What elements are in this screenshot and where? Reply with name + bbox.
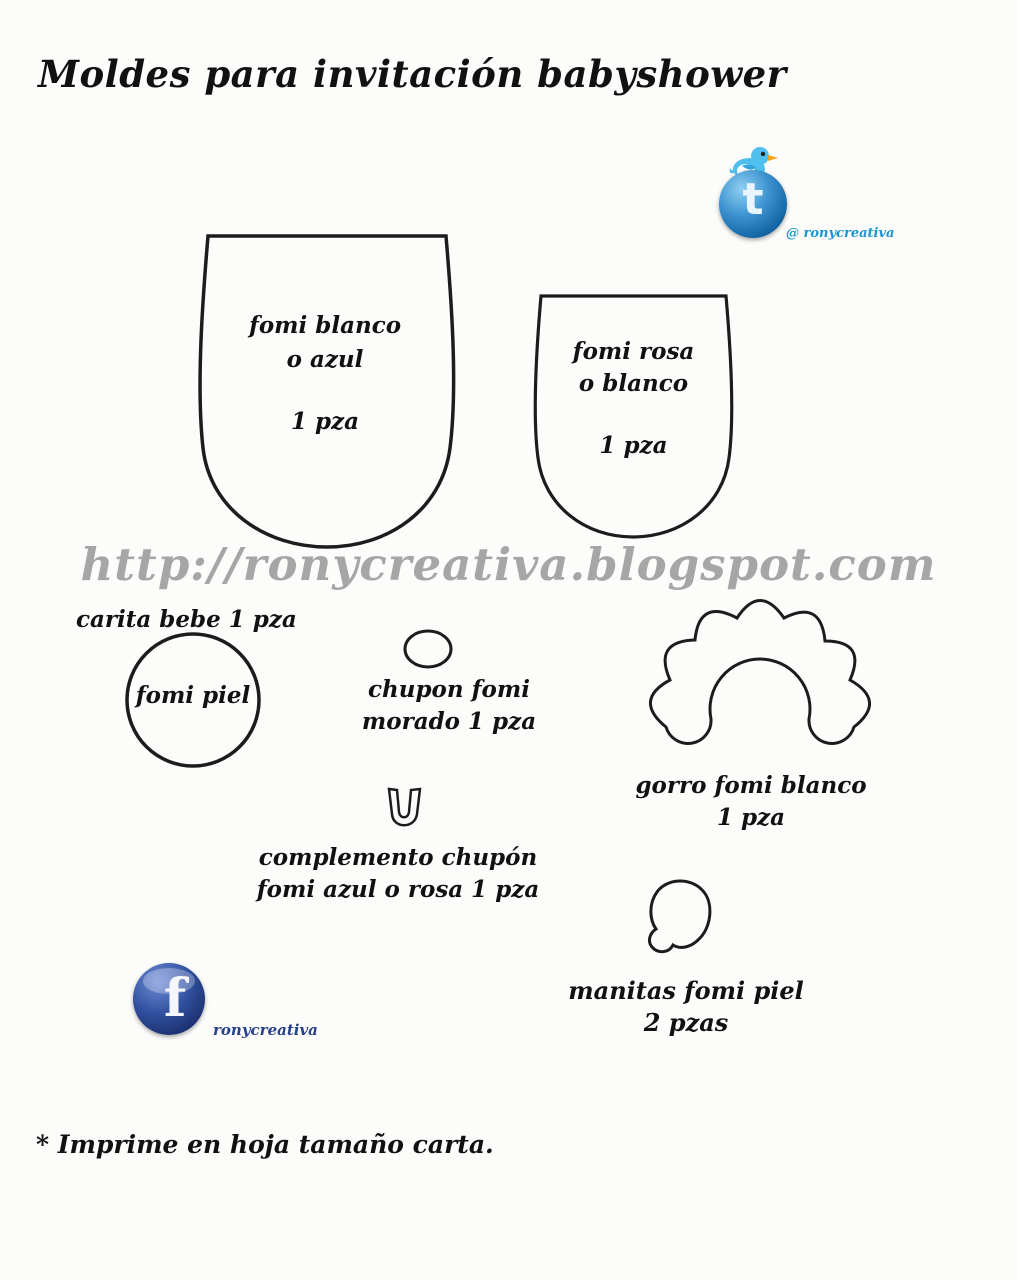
- mold-pacifier-handle-label-line2: fomi azul o rosa 1 pza: [256, 876, 540, 903]
- mold-face-label: carita bebe 1 pza: [76, 606, 297, 633]
- facebook-handle: ronycreativa: [213, 1021, 318, 1039]
- mold-hands-shape: [649, 881, 709, 952]
- mold-body-small-material-line1: fomi rosa: [572, 338, 695, 365]
- page-title: Moldes para invitación babyshower: [38, 52, 787, 96]
- mold-pacifier-handle-shape: [389, 789, 420, 825]
- mold-body-large-material-line1: fomi blanco: [248, 312, 402, 339]
- watermark: http://ronycreativa.blogspot.com: [80, 538, 937, 591]
- mold-pacifier-label-line2: morado 1 pza: [361, 708, 537, 735]
- mold-pacifier-label-line1: chupon fomi: [368, 676, 530, 703]
- facebook-logo-letter: f: [163, 968, 187, 1029]
- twitter-widget: [716, 142, 896, 247]
- footer-note: * Imprime en hoja tamaño carta.: [36, 1130, 494, 1159]
- mold-body-small-material-line2: o blanco: [578, 370, 689, 397]
- twitter-logo-letter: t: [742, 174, 764, 225]
- mold-face-material: fomi piel: [135, 682, 251, 709]
- twitter-logo-icon: [719, 170, 787, 238]
- mold-hands-label-line1: manitas fomi piel: [568, 976, 804, 1005]
- mold-hands-label-line2: 2 pzas: [643, 1008, 729, 1037]
- mold-body-large-material-line2: o azul: [286, 346, 364, 373]
- mold-body-small-shape: [535, 296, 732, 537]
- facebook-widget: [133, 963, 393, 1043]
- mold-bonnet-label-line1: gorro fomi blanco: [635, 772, 867, 799]
- mold-bonnet-shape: [650, 601, 869, 744]
- mold-body-large-shape: [200, 236, 454, 547]
- facebook-logo-icon: [133, 963, 205, 1035]
- twitter-handle: @ ronycreativa: [786, 226, 895, 241]
- mold-bonnet-label-line2: 1 pza: [716, 804, 786, 831]
- mold-pacifier-handle-label-line1: complemento chupón: [258, 844, 538, 871]
- mold-pacifier-oval-shape: [405, 631, 451, 667]
- mold-body-small-quantity: 1 pza: [599, 432, 668, 459]
- mold-body-large-quantity: 1 pza: [290, 408, 360, 435]
